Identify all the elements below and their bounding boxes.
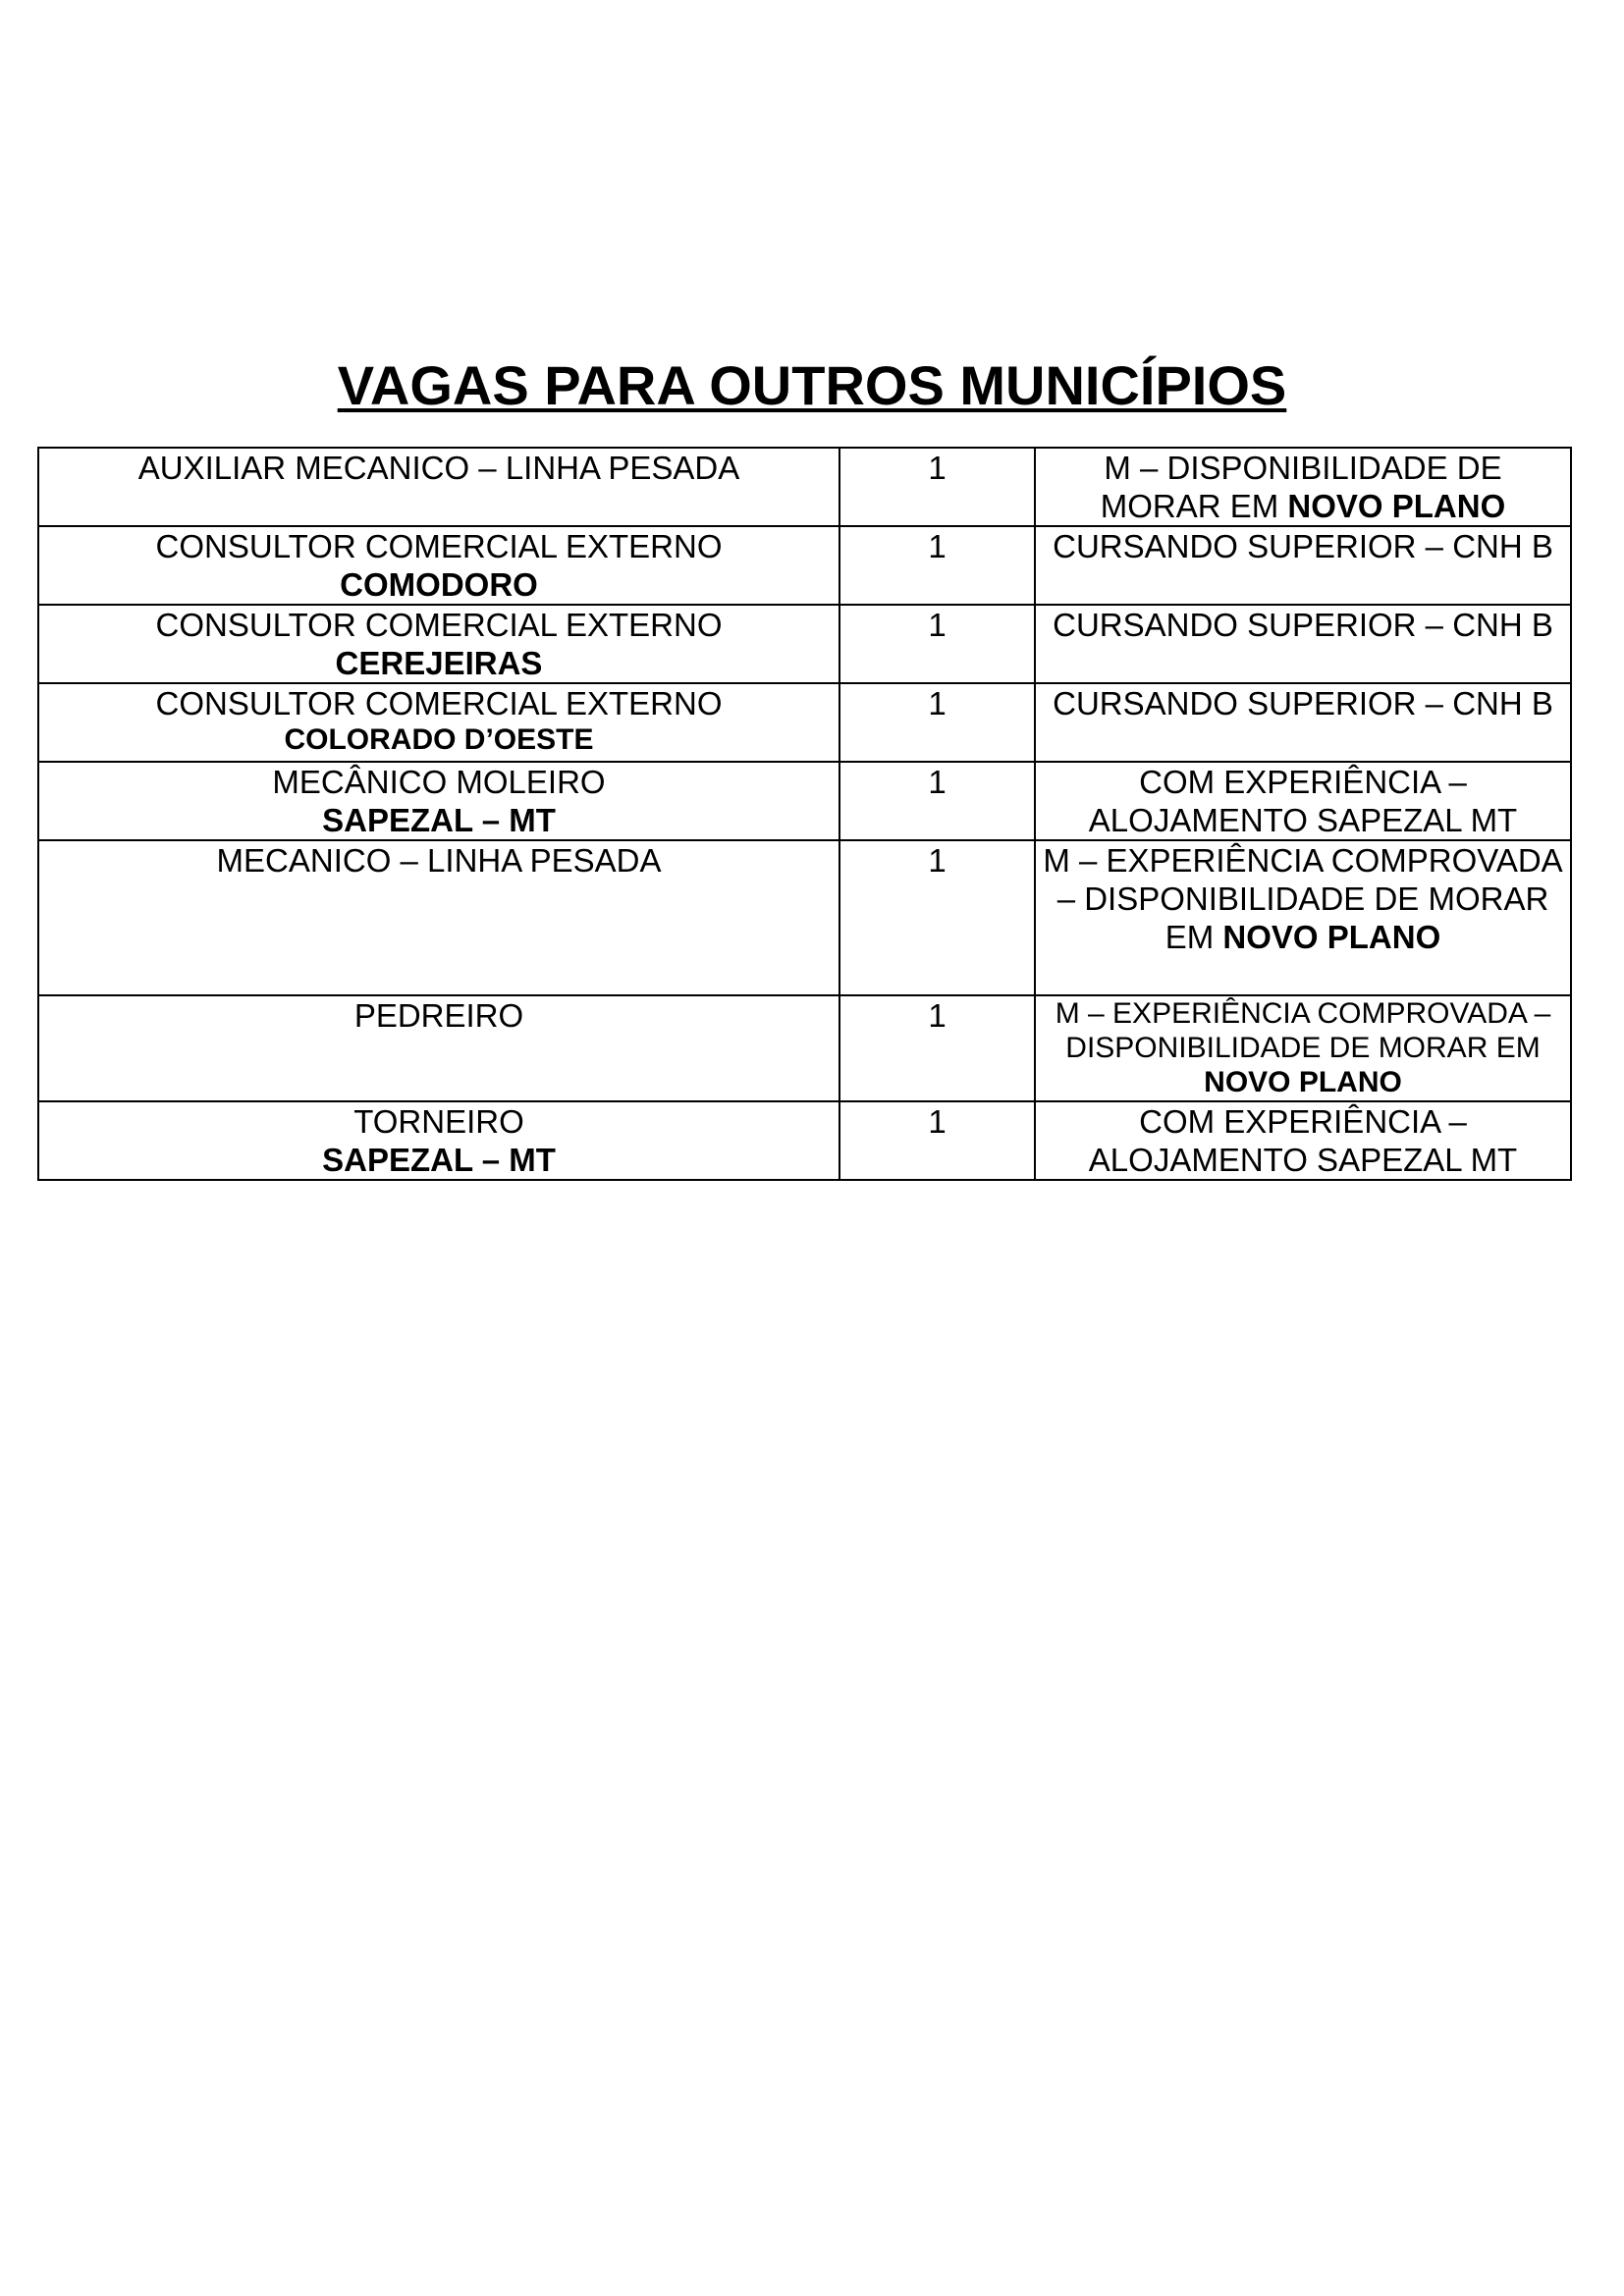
- job-location: SAPEZAL – MT: [322, 802, 556, 838]
- job-title-cell: [38, 1101, 839, 1180]
- job-title: CONSULTOR COMERCIAL EXTERNO: [155, 528, 723, 564]
- requirements-text: M – EXPERIÊNCIA COMPROVADA – DISPONIBILIDADE DE MORAR EM: [1055, 997, 1551, 1064]
- quantity-cell: 1: [839, 605, 1035, 683]
- table-row: [38, 1101, 1571, 1180]
- requirements-text: M – DISPONIBILIDADE DE MORAR EM: [1100, 450, 1502, 524]
- table-row: [38, 762, 1571, 840]
- requirements-text: CURSANDO SUPERIOR – CNH B: [1053, 528, 1553, 564]
- job-location: COMODORO: [340, 566, 538, 603]
- requirements-cell: [1035, 762, 1571, 840]
- job-location: CEREJEIRAS: [335, 645, 543, 681]
- requirements-text: COM EXPERIÊNCIA – ALOJAMENTO SAPEZAL MT: [1088, 764, 1518, 838]
- requirements-cell: [1035, 995, 1571, 1101]
- quantity-cell: 1: [839, 840, 1035, 995]
- requirements-text: CURSANDO SUPERIOR – CNH B: [1053, 607, 1553, 643]
- job-location: SAPEZAL – MT: [322, 1142, 556, 1178]
- requirements-text: CURSANDO SUPERIOR – CNH B: [1053, 685, 1553, 721]
- page-title: VAGAS PARA OUTROS MUNICÍPIOS: [337, 354, 1287, 416]
- requirements-cell: [1035, 1101, 1571, 1180]
- job-title: PEDREIRO: [353, 997, 524, 1034]
- requirements-cell: [1035, 683, 1571, 762]
- table-row: [38, 605, 1571, 683]
- quantity-cell: 1: [839, 526, 1035, 605]
- requirements-cell: [1035, 448, 1571, 526]
- job-title: CONSULTOR COMERCIAL EXTERNO: [155, 685, 723, 721]
- quantity-cell: 1: [839, 1101, 1035, 1180]
- job-title: AUXILIAR MECANICO – LINHA PESADA: [137, 450, 740, 486]
- job-title-cell: [38, 762, 839, 840]
- job-title-cell: [38, 840, 839, 995]
- requirements-highlight: NOVO PLANO: [1204, 1066, 1402, 1098]
- table-row: [38, 683, 1571, 762]
- job-title: MECANICO – LINHA PESADA: [216, 842, 662, 879]
- job-title: MECÂNICO MOLEIRO: [272, 764, 606, 800]
- requirements-text: M – EXPERIÊNCIA COMPROVADA – DISPONIBILIDADE DE MORAR EM: [1043, 842, 1563, 955]
- quantity-cell: 1: [839, 995, 1035, 1101]
- job-location: COLORADO D’OESTE: [284, 723, 594, 756]
- job-title: TORNEIRO: [353, 1103, 524, 1140]
- job-title-cell: [38, 995, 839, 1101]
- job-title-cell: [38, 448, 839, 526]
- job-title: CONSULTOR COMERCIAL EXTERNO: [155, 607, 723, 643]
- job-title-cell: [38, 605, 839, 683]
- quantity-cell: 1: [839, 762, 1035, 840]
- table-row: [38, 448, 1571, 526]
- quantity-cell: 1: [839, 683, 1035, 762]
- requirements-highlight: NOVO PLANO: [1287, 488, 1506, 524]
- requirements-highlight: NOVO PLANO: [1222, 919, 1441, 955]
- job-title-cell: [38, 683, 839, 762]
- table-row: [38, 995, 1571, 1101]
- requirements-cell: [1035, 840, 1571, 995]
- requirements-cell: [1035, 605, 1571, 683]
- requirements-text: COM EXPERIÊNCIA – ALOJAMENTO SAPEZAL MT: [1088, 1103, 1518, 1178]
- table-row: [38, 840, 1571, 995]
- job-title-cell: [38, 526, 839, 605]
- requirements-cell: [1035, 526, 1571, 605]
- vacancies-table: [37, 447, 1572, 1181]
- table-row: [38, 526, 1571, 605]
- quantity-cell: 1: [839, 448, 1035, 526]
